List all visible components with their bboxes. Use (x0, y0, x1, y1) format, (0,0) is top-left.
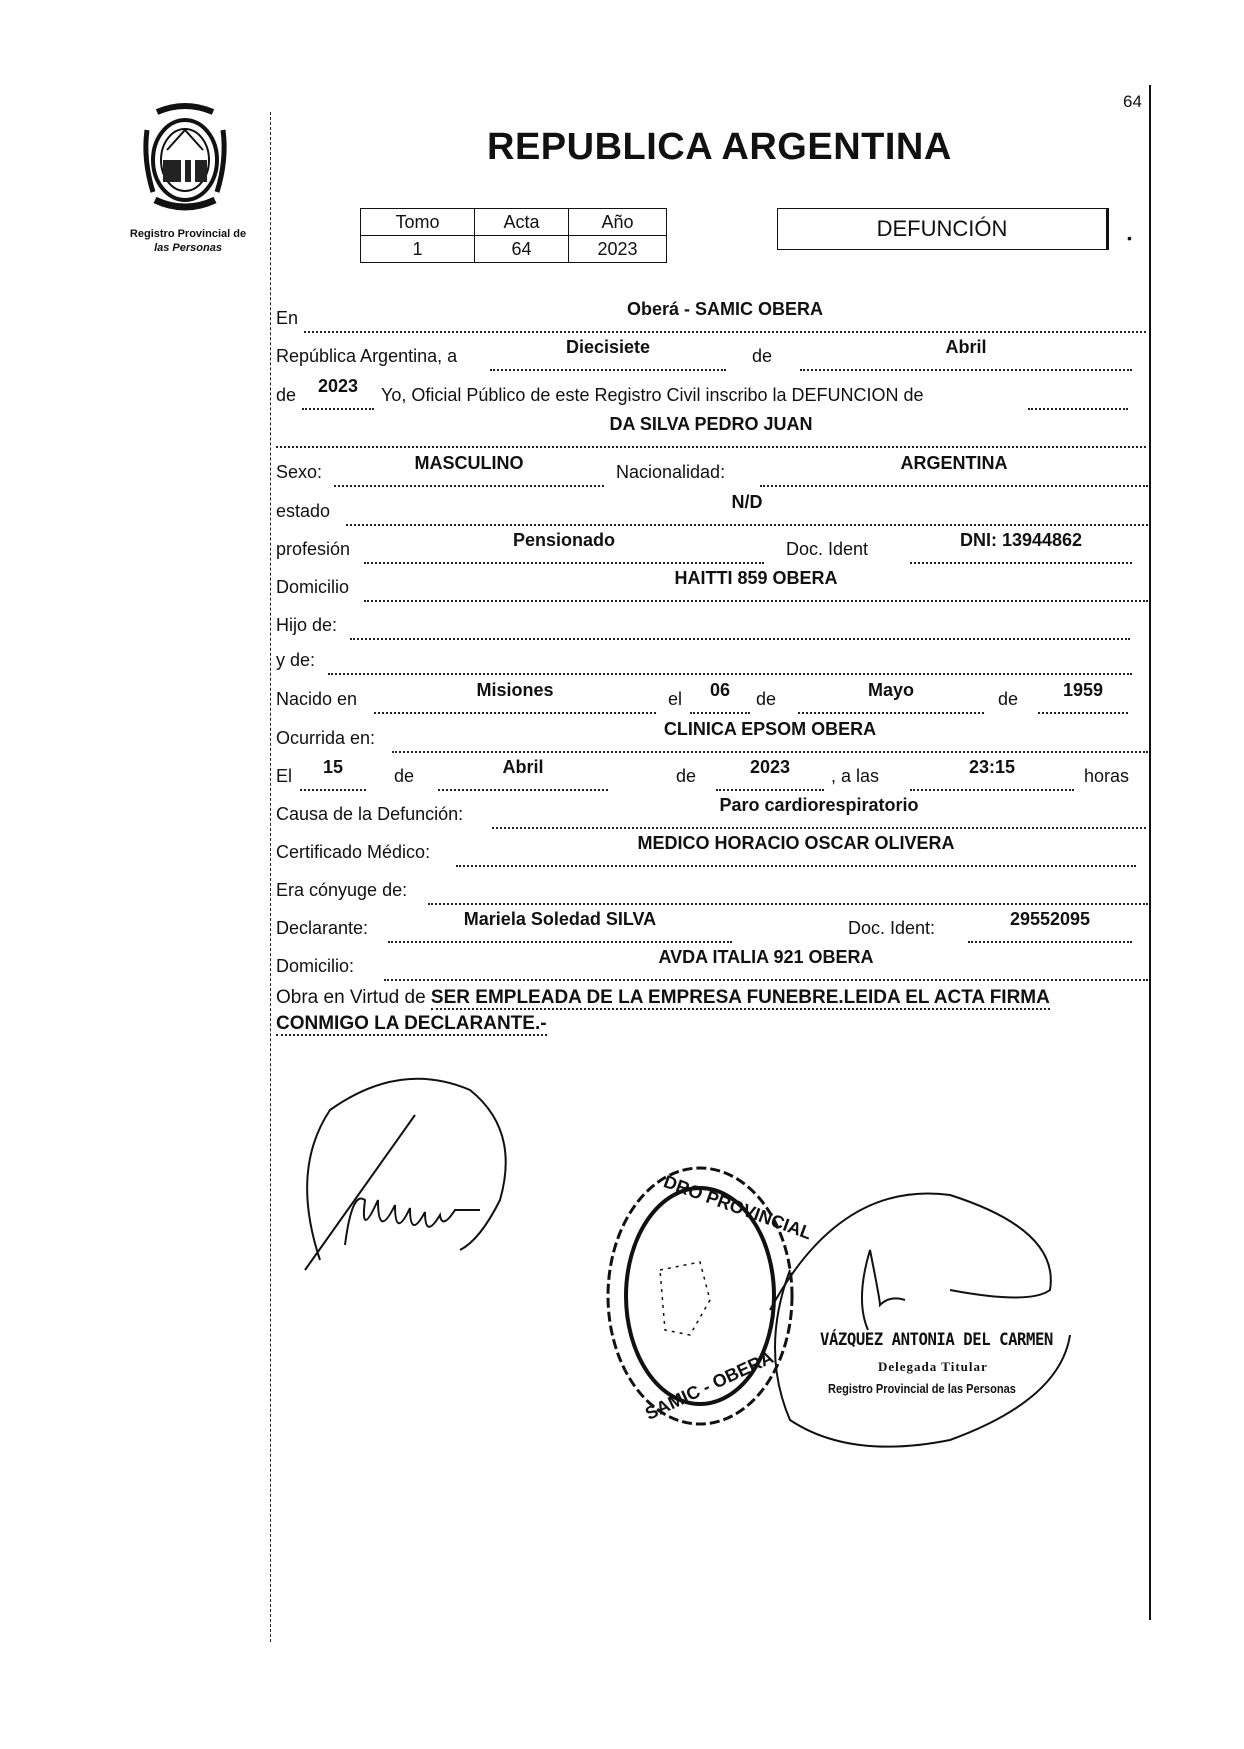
value-anio: 2023 (569, 236, 667, 263)
field-anio-nacimiento: 1959 (1038, 682, 1128, 714)
label-republica: República Argentina, a (276, 346, 458, 366)
registry-line-1: Registro Provincial de (129, 228, 247, 240)
declarant-signature-icon (305, 1079, 506, 1270)
label-doc-ident: Doc. Ident: (848, 918, 936, 938)
label-domicilio-declarante: Domicilio: (276, 956, 355, 976)
label-en: En (276, 308, 299, 328)
label-estado: estado (276, 501, 331, 521)
registry-line-2: las Personas (154, 242, 222, 254)
field-nacionalidad: ARGENTINA (760, 455, 1148, 487)
page-number: 64 (1123, 92, 1142, 111)
field-hora: 23:15 (910, 759, 1074, 791)
label-nacionalidad: Nacionalidad: (616, 462, 726, 482)
field-mes-defuncion: Abril (438, 759, 608, 791)
official-stamp-icon (608, 1168, 814, 1424)
label-de: de (276, 385, 297, 405)
label-el: El (276, 766, 293, 786)
field-domicilio-declarante: AVDA ITALIA 921 OBERA (384, 949, 1148, 981)
label-sexo: Sexo: (276, 462, 323, 482)
field-certificado: MEDICO HORACIO OSCAR OLIVERA (456, 835, 1136, 867)
page-title: REPUBLICA ARGENTINA (487, 126, 952, 168)
label-y-de: y de: (276, 650, 316, 670)
official-signature-icon (770, 1193, 1070, 1446)
field-nombre: DA SILVA PEDRO JUAN (276, 416, 1146, 448)
field-sexo: MASCULINO (334, 455, 604, 487)
label-de-2: de (676, 766, 697, 786)
field-en: Oberá - SAMIC OBERA (304, 301, 1146, 333)
field-profesion: Pensionado (364, 532, 764, 564)
header-anio: Año (569, 209, 667, 236)
field-dia-defuncion: 15 (300, 759, 366, 791)
official-role: Delegada Titular (878, 1359, 988, 1374)
document-type-box: DEFUNCIÓN (777, 208, 1109, 250)
field-dni: DNI: 13944862 (910, 532, 1132, 564)
label-ocurrida-en: Ocurrida en: (276, 728, 376, 748)
label-de-2: de (998, 689, 1019, 709)
header-acta: Acta (475, 209, 569, 236)
label-de: de (752, 346, 773, 366)
field-mes-nacimiento: Mayo (798, 682, 984, 714)
label-obra: Obra en Virtud de (276, 987, 426, 1008)
field-domicilio: HAITTI 859 OBERA (364, 570, 1148, 602)
field-year: 2023 (302, 378, 374, 410)
field-day: Diecisiete (490, 339, 726, 371)
label-a-las: , a las (831, 766, 880, 786)
label-profesion: profesión (276, 539, 351, 559)
label-nacido-en: Nacido en (276, 689, 358, 709)
label-horas: horas (1084, 766, 1130, 786)
label-hijo-de: Hijo de: (276, 615, 338, 635)
label-doc-ident: Doc. Ident (786, 539, 869, 559)
value-tomo: 1 (361, 236, 475, 263)
value-acta: 64 (475, 236, 569, 263)
obra-value-line-2: CONMIGO LA DECLARANTE.- (276, 1013, 547, 1034)
label-domicilio: Domicilio (276, 577, 350, 597)
label-de: de (756, 689, 777, 709)
mark-dot: • (1127, 230, 1132, 246)
header-tomo: Tomo (361, 209, 475, 236)
field-anio-defuncion: 2023 (716, 759, 824, 791)
label-oficial-text: Yo, Oficial Público de este Registro Civil inscribo la DEFUNCION de (381, 385, 924, 405)
field-dia-nacimiento: 06 (690, 682, 750, 714)
field-lugar-nacimiento: Misiones (374, 682, 656, 714)
official-organization: Registro Provincial de las Personas (828, 1381, 1016, 1396)
label-de: de (394, 766, 415, 786)
field-estado: N/D (346, 494, 1148, 526)
field-month: Abril (800, 339, 1132, 371)
label-declarante: Declarante: (276, 918, 369, 938)
field-causa: Paro cardiorespiratorio (492, 797, 1146, 829)
field-ocurrida-en: CLINICA EPSOM OBERA (392, 721, 1148, 753)
label-conyuge: Era cónyuge de: (276, 880, 408, 900)
label-certificado: Certificado Médico: (276, 842, 431, 862)
field-declarante: Mariela Soledad SILVA (388, 911, 732, 943)
field-doc-declarante: 29552095 (968, 911, 1132, 943)
label-el: el (668, 689, 683, 709)
label-causa: Causa de la Defunción: (276, 804, 464, 824)
official-name: VÁZQUEZ ANTONIA DEL CARMEN (820, 1330, 1053, 1350)
svg-text:DRO PROVINCIAL: DRO PROVINCIAL (661, 1171, 815, 1244)
obra-value-line-1: SER EMPLEADA DE LA EMPRESA FUNEBRE.LEIDA EL ACTA FIRMA (430, 987, 1050, 1008)
svg-text:SAMIC - OBERA: SAMIC - OBERA (642, 1346, 777, 1424)
